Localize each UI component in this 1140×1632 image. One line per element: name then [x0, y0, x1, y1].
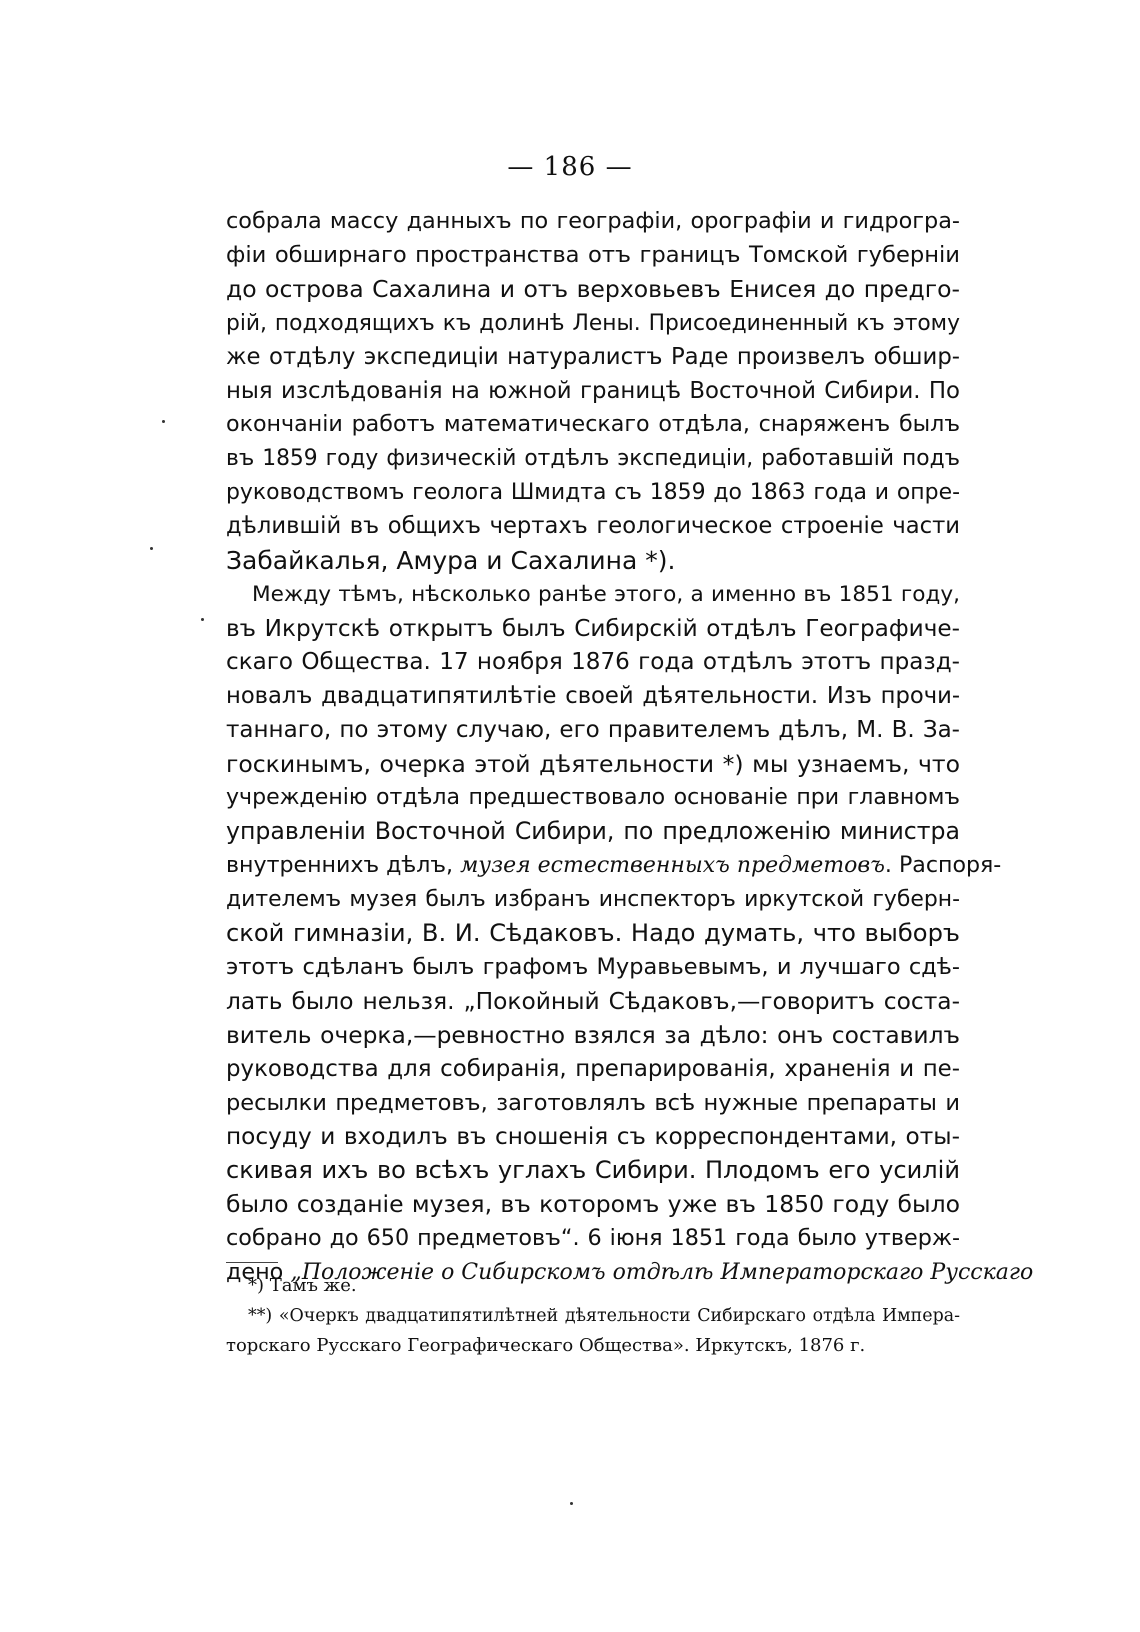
main-text: [226, 205, 1034, 1290]
text-line: этотъ сдѣланъ былъ графомъ Муравьевымъ, и лучшаго сдѣ-: [226, 953, 960, 980]
footnote-1: *) Тамъ же.: [248, 1275, 357, 1296]
text-segment: . Распоря-: [884, 852, 1002, 879]
text-line-mixed: [226, 849, 1002, 883]
italic-phrase: „Положеніе о Сибирскомъ отдѣлѣ Императорскаго Русскаго: [290, 1260, 1034, 1286]
scan-speck: [150, 547, 153, 550]
text-line: въ Икрутскѣ открытъ былъ Сибирскій отдѣлъ Географиче-: [226, 614, 960, 642]
text-line: же отдѣлу экспедиціи натуралистъ Раде произвелъ обшир-: [226, 343, 960, 370]
scan-speck: [162, 420, 165, 423]
text-line: ныя изслѣдованія на южной границѣ Восточной Сибири. По: [226, 377, 960, 404]
text-line: учрежденію отдѣла предшествовало основаніе при главномъ: [226, 785, 960, 811]
footnote-2-line-2: торскаго Русскаго Географическаго Общества». Иркутскъ, 1876 г.: [226, 1335, 866, 1356]
text-line: витель очерка,—ревностно взялся за дѣло: онъ составилъ: [226, 1020, 960, 1049]
footnotes: [226, 1271, 960, 1361]
text-segment: внутреннихъ дѣлъ,: [226, 852, 454, 879]
text-line: госкинымъ, очерка этой дѣятельности *) мы узнаемъ, что: [226, 749, 960, 778]
text-line: лать было нельзя. „Покойный Сѣдаковъ,—говоритъ соста-: [226, 987, 960, 1015]
footnote-2-line-1: **) «Очеркъ двадцатипятилѣтней дѣятельности Сибирскаго отдѣла Импера-: [248, 1306, 960, 1326]
text-line: дѣлившій въ общихъ чертахъ геологическое строеніе части: [226, 513, 960, 540]
text-segment: дено: [226, 1259, 284, 1286]
text-line: собрано до 650 предметовъ“. 6 іюня 1851 года было утверж-: [226, 1225, 960, 1252]
text-line: дителемъ музея былъ избранъ инспекторъ иркутской губерн-: [226, 887, 960, 913]
text-line: таннаго, по этому случаю, его правителемъ дѣлъ, М. В. За-: [226, 716, 960, 743]
scan-speck: [201, 618, 204, 621]
text-line: ской гимназіи, В. И. Сѣдаковъ. Надо думать, что выборъ: [226, 919, 960, 948]
text-line: фіи обширнаго пространства отъ границъ Томской губерніи: [226, 241, 960, 268]
scan-speck: [570, 1502, 573, 1505]
text-line: руководства для собиранія, препарированія, храненія и пе-: [226, 1055, 960, 1082]
text-line: Между тѣмъ, нѣсколько ранѣе этого, а именно въ 1851 году,: [252, 581, 960, 607]
text-line: скивая ихъ во всѣхъ углахъ Сибири. Плодомъ его усилій: [226, 1156, 960, 1185]
text-line: новалъ двадцатипятилѣтіе своей дѣятельности. Изъ прочи-: [226, 682, 960, 709]
text-line: окончаніи работъ математическаго отдѣла, снаряженъ былъ: [226, 411, 960, 438]
footnote-divider: [226, 1262, 278, 1263]
text-line: руководствомъ геолога Шмидта съ 1859 до 1863 года и опре-: [226, 480, 960, 506]
text-line: до острова Сахалина и отъ верховьевъ Енисея до предго-: [226, 274, 960, 303]
text-line: въ 1859 году физическій отдѣлъ экспедиціи, работавшій подъ: [226, 446, 960, 472]
italic-phrase: музея естественныхъ предметовъ: [460, 853, 885, 879]
text-line: Забайкалья, Амура и Сахалина *).: [226, 546, 676, 576]
text-line: рій, подходящихъ къ долинѣ Лены. Присоединенный къ этому: [226, 310, 960, 336]
text-line: посуду и входилъ въ сношенія съ корреспондентами, оты-: [226, 1123, 960, 1151]
page-number: — 186 —: [507, 152, 633, 182]
text-line: было созданіе музея, въ которомъ уже въ 1850 году было: [226, 1190, 960, 1219]
text-line: собрала массу данныхъ по географіи, орографіи и гидрогра-: [226, 208, 960, 234]
text-line: скаго Общества. 17 ноября 1876 года отдѣлъ этотъ празд-: [226, 648, 960, 675]
text-line: управленіи Восточной Сибири, по предложенію министра: [226, 817, 960, 846]
text-line: ресылки предметовъ, заготовлялъ всѣ нужные препараты и: [226, 1089, 960, 1116]
